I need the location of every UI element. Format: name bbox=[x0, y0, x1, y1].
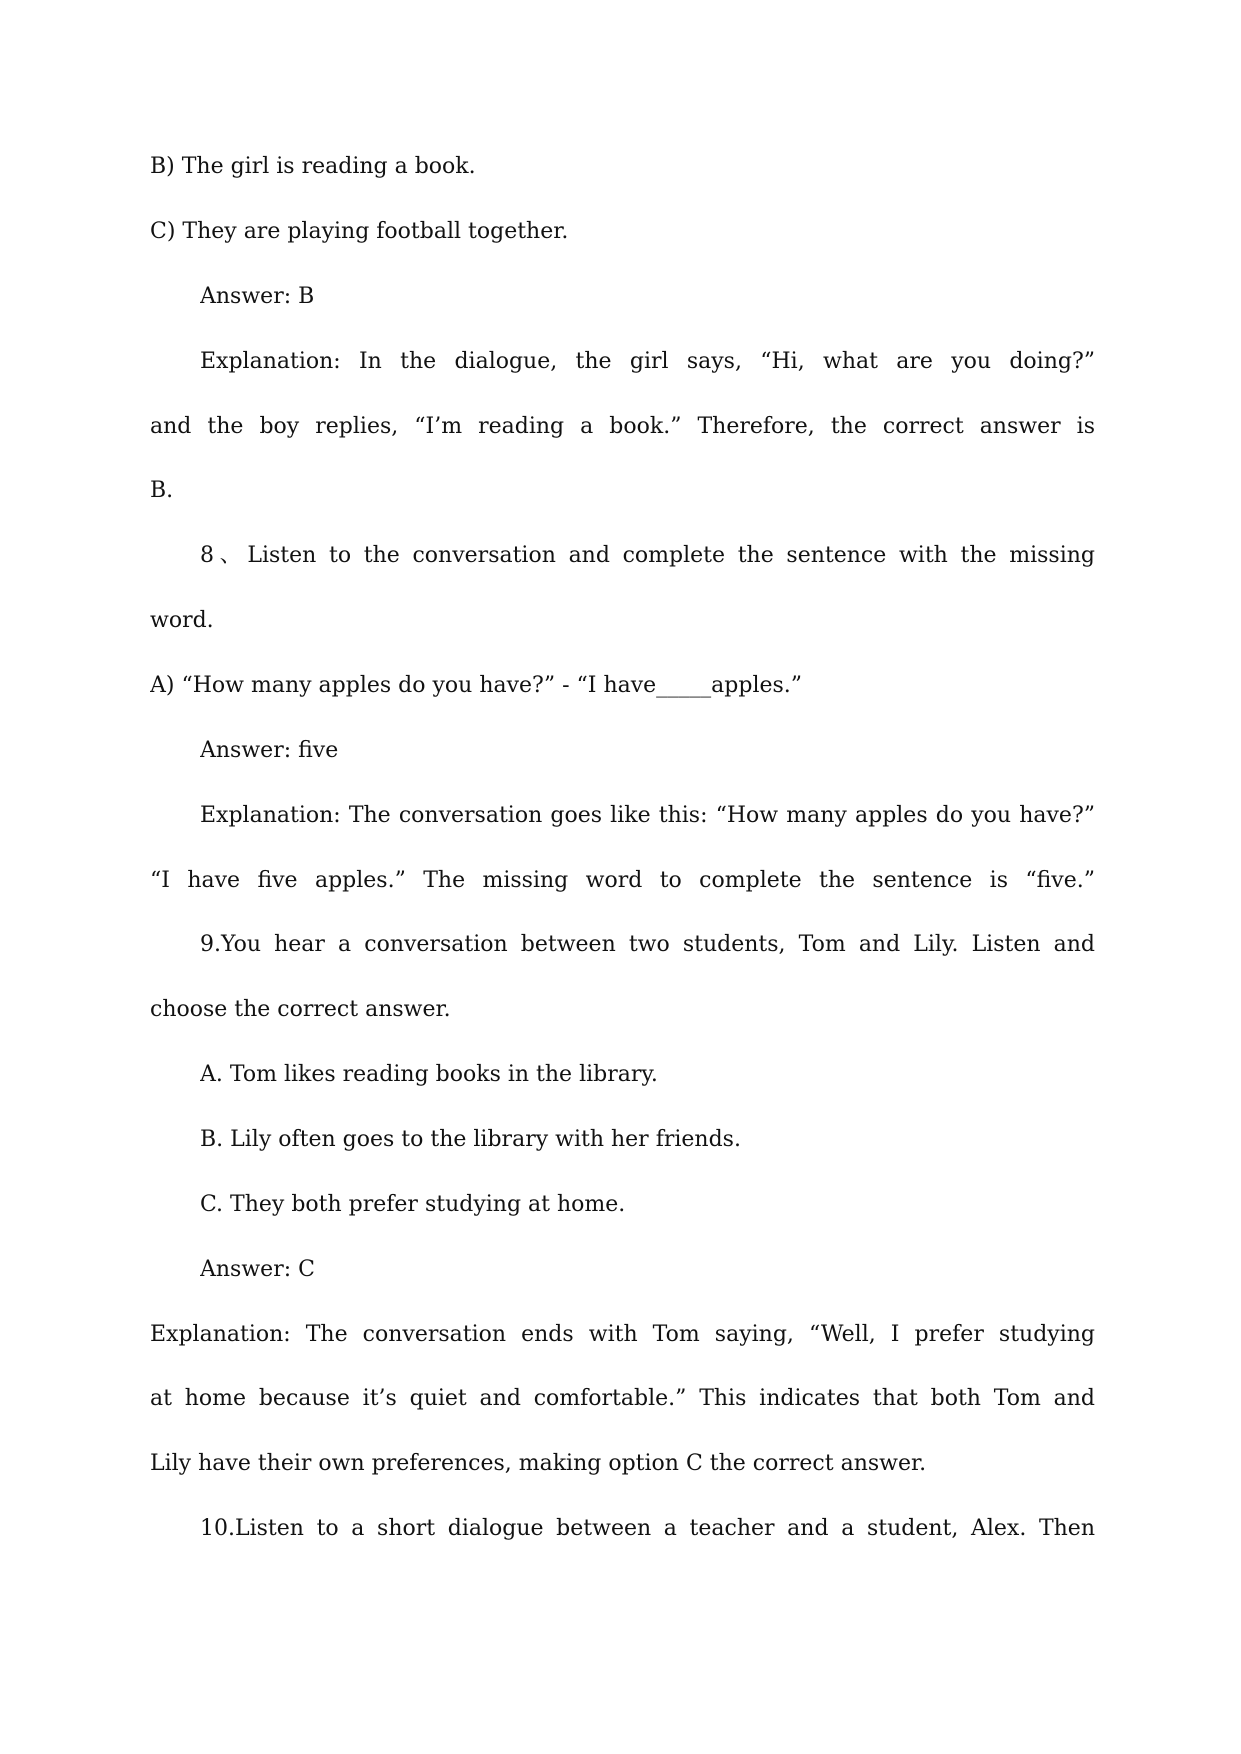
answer-line: Answer: B bbox=[200, 284, 315, 309]
explanation-line: Lily have their own preferences, making option C the correct answer. bbox=[150, 1451, 927, 1476]
option-c-line: C) They are playing football together. bbox=[150, 219, 569, 244]
question-line: choose the correct answer. bbox=[150, 997, 451, 1022]
option-b-line: B. Lily often goes to the library with her friends. bbox=[200, 1127, 741, 1152]
question-line: word. bbox=[150, 608, 214, 633]
question-line: 10.Listen to a short dialogue between a teacher and a student, Alex. Then bbox=[200, 1516, 1095, 1541]
option-a-line: A. Tom likes reading books in the library. bbox=[200, 1062, 658, 1087]
explanation-line: and the boy replies, “I’m reading a book.” Therefore, the correct answer is bbox=[150, 414, 1095, 439]
question-line: 8、Listen to the conversation and complete the sentence with the missing bbox=[200, 543, 1095, 568]
option-b-line: B) The girl is reading a book. bbox=[150, 154, 476, 179]
explanation-line: Explanation: The conversation ends with Tom saying, “Well, I prefer studying bbox=[150, 1322, 1095, 1347]
explanation-line: B. bbox=[150, 478, 174, 503]
answer-line: Answer: C bbox=[200, 1257, 315, 1282]
explanation-line: Explanation: In the dialogue, the girl says, “Hi, what are you doing?” bbox=[200, 349, 1095, 374]
question-line: 9.You hear a conversation between two students, Tom and Lily. Listen and bbox=[200, 932, 1095, 957]
option-a-line: A) “How many apples do you have?” - “I have_____apples.” bbox=[150, 673, 803, 698]
explanation-line: at home because it’s quiet and comfortable.” This indicates that both Tom and bbox=[150, 1386, 1095, 1411]
answer-line: Answer: five bbox=[200, 738, 339, 763]
option-c-line: C. They both prefer studying at home. bbox=[200, 1192, 626, 1217]
explanation-line: “I have five apples.” The missing word to complete the sentence is “five.” bbox=[150, 868, 1095, 893]
explanation-line: Explanation: The conversation goes like this: “How many apples do you have?” bbox=[200, 803, 1095, 828]
